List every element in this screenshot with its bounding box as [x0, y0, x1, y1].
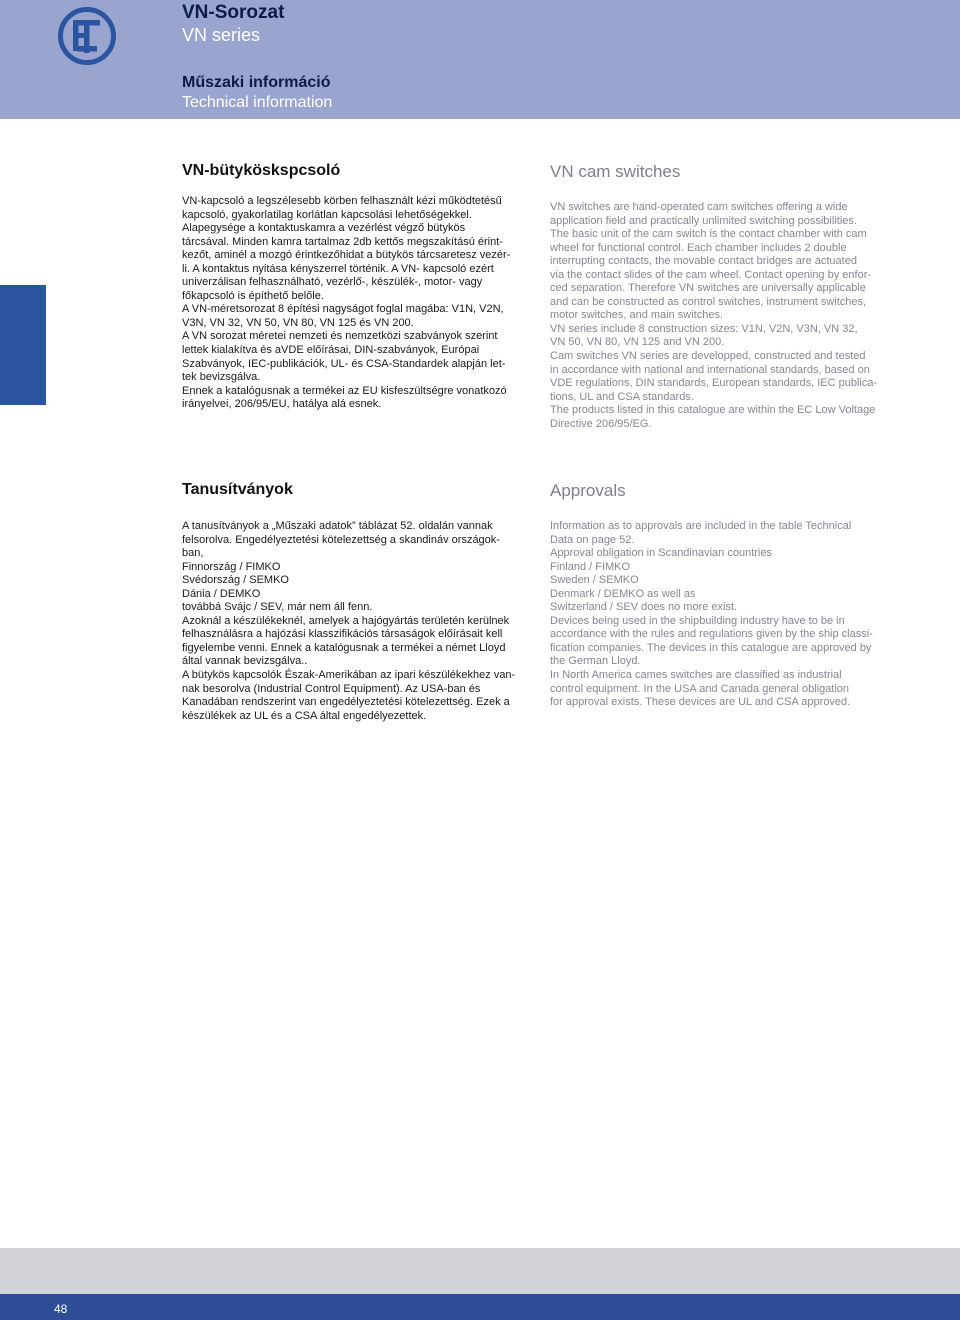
subtitle-hungarian: Műszaki információ — [182, 74, 331, 91]
footer-band — [0, 1248, 960, 1294]
approvals-heading-english: Approvals — [550, 481, 626, 500]
approvals-heading-hungarian: Tanusítványok — [182, 481, 293, 498]
approvals-text-hungarian: A tanusítványok a „Műszaki adatok” táblázat 52. oldalán vannak felsorolva. Engedélyeztetési kötelezettség a skandináv országok- ban, Finnország / FIMKO Svédország / SEMKO Dánia / DEMKO továbbá Svájc / SEV, már nem áll fenn. Azoknál a készülékeknél, amelyek a hajógyártás területén kerülnek felhasználásra a hajózási klasszifikációs társaságok előírásait kell figyelembe venni. Ennek a katalógusnak a termékei a német Lloyd által vannak bevizsgálva.. A bütykös kapcsolók Észak-Amerikában az ipari készülékekhez van- nak besorolva (Industrial Control Equipment). Az USA-ban és Kanadában rendszerint van engedélyeztetési kötelezettség. Ezek a készülékek az UL és a CSA által engedélyezettek. — [182, 520, 516, 722]
ft-logo-icon — [57, 6, 117, 66]
switches-text-hungarian: VN-kapcsoló a legszélesebb körben felhasznált kézi működtetésű kapcsoló, gyakorlatilag korlátlan kapcsolási lehetőségekkel. Alapegysége a kontaktuskamra a vezérlést végző bütykös tárcsával. Minden kamra tartalmaz 2db kettős megszakítású érint- kezőt, aminél a mozgó érintkezőhidat a bütykös tárcsaretesz vezér- li. A kontaktus nyitása kényszerrel történik. A VN- kapcsoló ezért univerzálisan felhasználható, vezérlő-, készülék-, motor- vagy főkapcsoló is építhető belőle. A VN-méretsorozat 8 építési nagyságot foglal magába: V1N, V2N, V3N, VN 32, VN 50, VN 80, VN 125 és VN 200. A VN sorozat méretei nemzeti és nemzetközi szabványok szerint lettek kialakítva és aVDE előírásai, DIN-szabványok, Európai Szabványok, IEC-publikációk, UL- és CSA-Standardek alapján let- tek bevizsgálva. Ennek a katalógusnak a termékei az EU kisfeszültségre vonatkozó irányelvei, 206/95/EU, hatálya alá esnek. — [182, 195, 511, 411]
switches-heading-english: VN cam switches — [550, 162, 681, 181]
title-english: VN series — [182, 25, 261, 45]
approvals-text-english: Information as to approvals are included in the table Technical Data on page 52. Approval obligation in Scandinavian countries Finland / FIMKO Sweden / SEMKO Denmark / DEMKO as well as Switzerland / SEV does no more exist. Devices being used in the shipbuilding industry have to be in accordance with the rules and regulations given by the ship classi- fication companies. The devices in this catalogue are approved by the German Lloyd. In North America cames switches are classified as industrial control equipment. In the USA and Canada general obligation for approval exists. These devices are UL and CSA approved. — [550, 520, 873, 709]
subtitle-english: Technical information — [182, 94, 333, 111]
side-tab-marker — [0, 285, 46, 405]
switches-heading-hungarian: VN-bütyköskspcsoló — [182, 162, 341, 179]
title-hungarian: VN-Sorozat — [182, 2, 285, 23]
footer-bar — [0, 1294, 960, 1320]
header-band — [0, 0, 960, 119]
page-number: 48 — [54, 1302, 68, 1316]
switches-text-english: VN switches are hand-operated cam switches offering a wide application field and practically unlimited switching possibilities. The basic unit of the cam switch is the contact chamber with cam wheel for functional control. Each chamber includes 2 double interrupting contacts, the movable contact bridges are actuated via the contact slides of the cam wheel. Contact opening by enfor- ced separation. Therefore VN switches are universally applicable and can be constructed as control switches, instrument switches, motor switches, and main switches. VN series include 8 construction sizes: V1N, V2N, V3N, VN 32, VN 50, VN 80, VN 125 and VN 200. Cam switches VN series are developped, constructed and tested in accordance with national and international standards, based on VDE regulations, DIN standards, European standards, IEC publica- tions, UL and CSA standards. The products listed in this catalogue are within the EC Low Voltage Directive 206/95/EG. — [550, 201, 878, 430]
